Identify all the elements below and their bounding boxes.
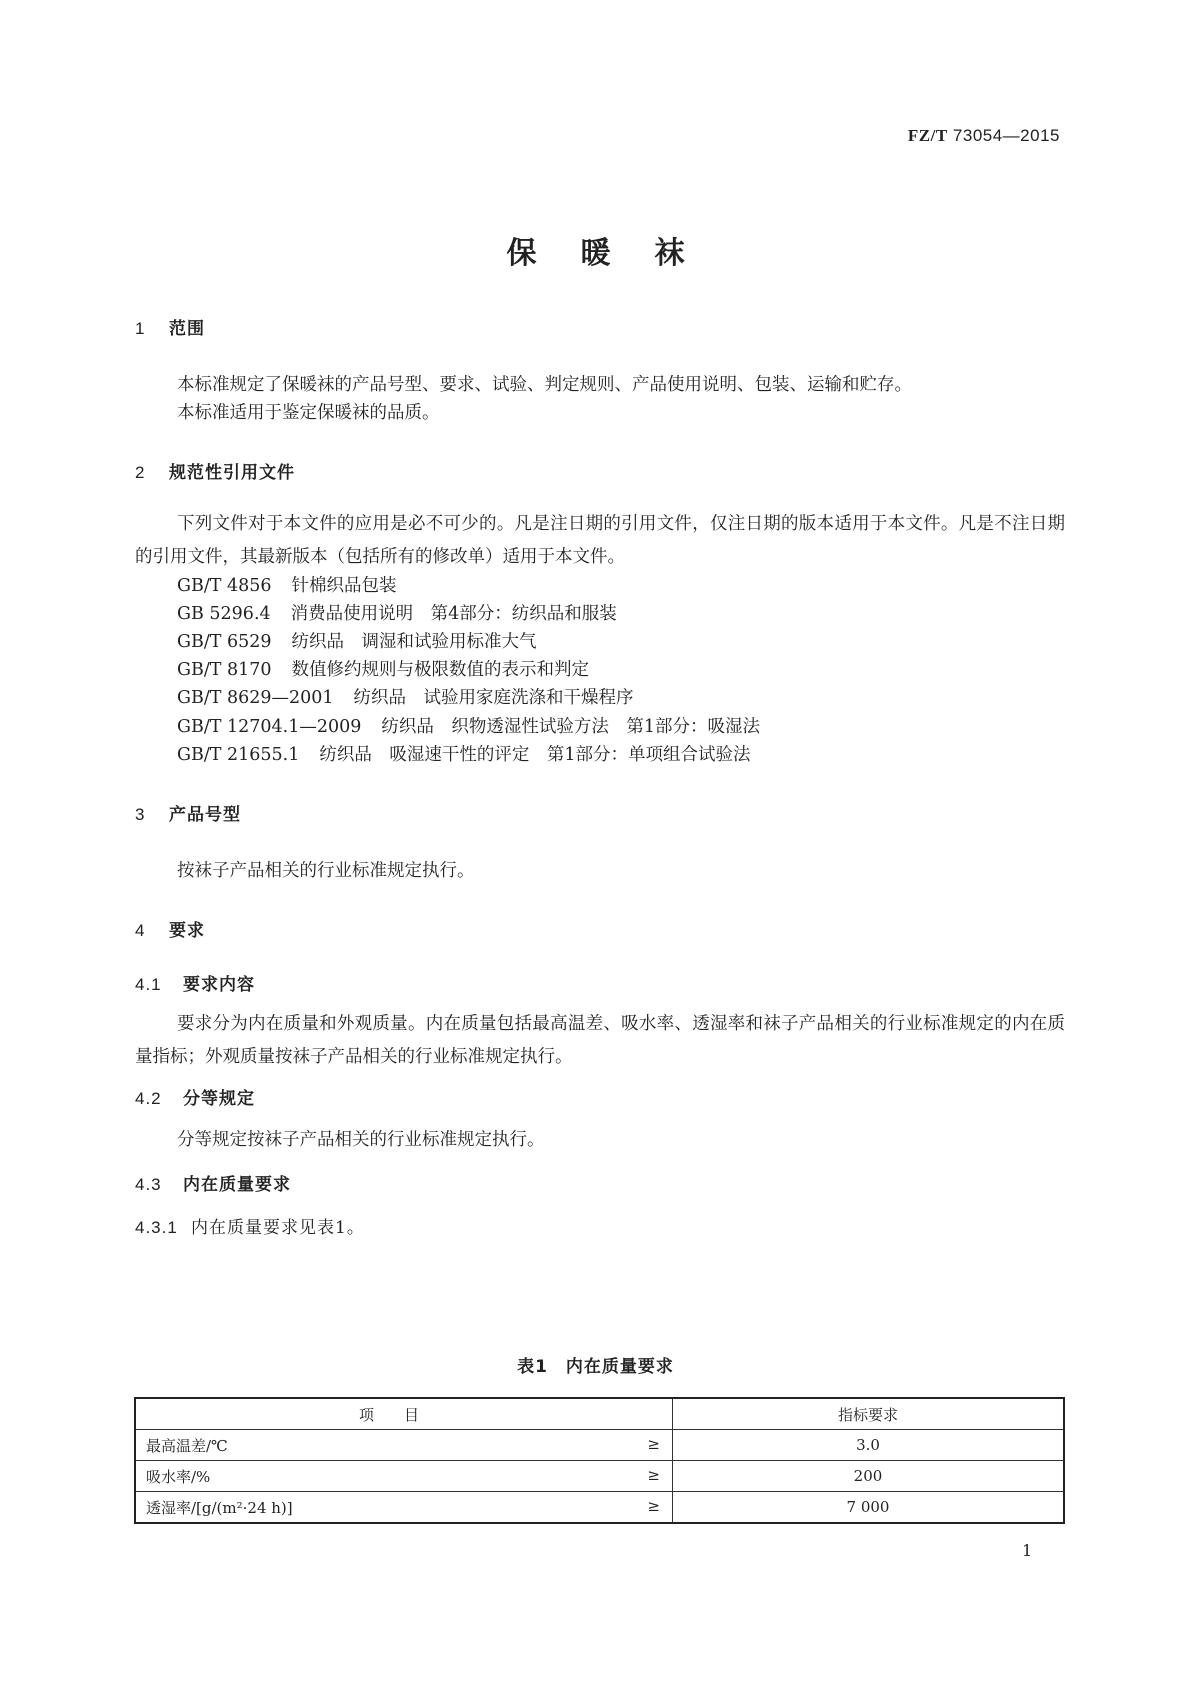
section-number: 4.1 (135, 975, 162, 994)
section-title: 分等规定 (183, 1089, 255, 1109)
section-title: 要求 (169, 921, 205, 941)
section-title: 内在质量要求 (183, 1175, 291, 1195)
section-3-paragraph: 按袜子产品相关的行业标准规定执行。 (177, 861, 475, 881)
row-value: 7 000 (673, 1492, 1065, 1524)
reference-item: GB/T 12704.1—2009 纺织品 织物透湿性试验方法 第1部分：吸湿法 (177, 717, 761, 737)
table-row (135, 1461, 1064, 1492)
clause-number: 4.3.1 (135, 1218, 178, 1237)
section-number: 4.3 (135, 1175, 162, 1194)
section-number: 4 (135, 921, 146, 940)
row-item-label: 透湿率/[g/(m²·24 h)] (146, 1498, 293, 1517)
row-item-label: 吸水率/% (146, 1467, 211, 1486)
section-2-intro: 下列文件对于本文件的应用是必不可少的。凡是注日期的引用文件，仅注日期的版本适用于本文件。凡是不注日期的引用文件，其最新版本（包括所有的修改单）适用于本文件。 (135, 514, 1065, 567)
section-4-heading (135, 916, 205, 941)
section-4-1-paragraph: 要求分为内在质量和外观质量。内在质量包括最高温差、吸水率、透湿率和袜子产品相关的行业标准规定的内在质量指标；外观质量按袜子产品相关的行业标准规定执行。 (135, 1014, 1065, 1067)
row-value: 200 (673, 1461, 1065, 1492)
section-title: 规范性引用文件 (169, 463, 295, 483)
clause-text: 内在质量要求见表1。 (191, 1218, 365, 1238)
section-number: 1 (135, 319, 146, 338)
quality-requirements-table (134, 1397, 1065, 1524)
section-title: 要求内容 (183, 975, 255, 995)
table-header-row (135, 1398, 1064, 1430)
section-2-heading (135, 458, 295, 483)
section-4-2-paragraph: 分等规定按袜子产品相关的行业标准规定执行。 (177, 1130, 545, 1150)
reference-item: GB/T 8629—2001 纺织品 试验用家庭洗涤和干燥程序 (177, 688, 634, 708)
table-row (135, 1492, 1064, 1524)
row-value: 3.0 (673, 1430, 1065, 1461)
section-1-paragraph-1: 本标准规定了保暖袜的产品号型、要求、试验、判定规则、产品使用说明、包装、运输和贮存。 (177, 375, 912, 395)
standard-number (760, 126, 1060, 146)
section-number: 4.2 (135, 1089, 162, 1108)
section-4-2-heading (135, 1084, 255, 1109)
page-number: 1 (1022, 1541, 1033, 1560)
table-row (135, 1430, 1064, 1461)
section-1-heading (135, 314, 205, 339)
column-header-requirement: 指标要求 (673, 1398, 1065, 1430)
section-title: 产品号型 (169, 805, 241, 825)
reference-item: GB/T 8170 数值修约规则与极限数值的表示和判定 (177, 660, 590, 680)
greater-equal-sign: ≥ (647, 1497, 660, 1515)
reference-item: GB/T 4856 针棉织品包装 (177, 576, 397, 596)
standard-code: FZ/T (907, 126, 948, 145)
section-4-3-heading (135, 1170, 291, 1195)
section-number: 3 (135, 805, 146, 824)
section-1-paragraph-2: 本标准适用于鉴定保暖袜的品质。 (177, 403, 440, 423)
reference-item: GB 5296.4 消费品使用说明 第4部分：纺织品和服装 (177, 604, 617, 624)
section-4-1-heading (135, 970, 255, 995)
section-number: 2 (135, 463, 146, 482)
reference-item: GB/T 21655.1 纺织品 吸湿速干性的评定 第1部分：单项组合试验法 (177, 745, 751, 765)
greater-equal-sign: ≥ (647, 1435, 660, 1453)
document-title: 保暖袜 (506, 236, 729, 271)
row-item-label: 最高温差/℃ (146, 1436, 228, 1455)
greater-equal-sign: ≥ (647, 1466, 660, 1484)
standard-year: 73054—2015 (952, 126, 1060, 145)
section-title: 范围 (169, 319, 205, 339)
column-header-item: 项目 (135, 1398, 673, 1430)
section-3-heading (135, 800, 241, 825)
reference-item: GB/T 6529 纺织品 调湿和试验用标准大气 (177, 632, 537, 652)
clause-4-3-1 (135, 1213, 365, 1238)
table-caption: 表1 内在质量要求 (517, 1357, 674, 1377)
